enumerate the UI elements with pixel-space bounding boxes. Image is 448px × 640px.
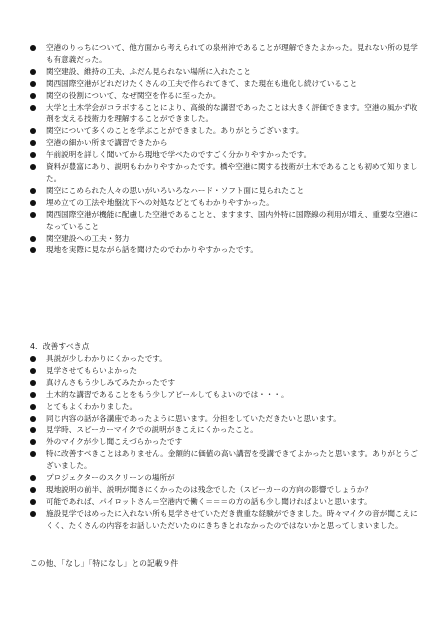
list-item: 関空について多くのことを学ぶことができました。ありがとうございます。 (28, 125, 420, 137)
list-item: 関西国際空港がどれだけたくさんの工夫で作られてきて、また現在も進化し続けていること (28, 78, 420, 90)
list-item: とてもよくわかりました。 (28, 401, 420, 413)
list-item: 現地説明の前半、説明が聞きにくかったのは残念でした（スピーカーの方向の影響でしょうか？ (28, 484, 420, 496)
bullet-icon (30, 499, 36, 505)
list-item: 空港のりっちについて、他方面から考えられての泉州沖であることが理解できたよかった。見れない所の見学も有意義だった。 (28, 42, 420, 66)
list-item: 現地を実際に見ながら話を聞けたのでわかりやすかったです。 (28, 244, 420, 256)
bullet-icon (30, 188, 36, 194)
bullet-icon (30, 45, 36, 51)
bullet-icon (30, 416, 36, 422)
bullet-icon (30, 380, 36, 386)
list-item: 施設見学ではめったに入れない所も見学させていただき貴重な経験ができました。時々マイクの音が聞こえにくく、たくさんの内容をお話しいただいたのにきちきとれなかったのではないかと思ってしまいました。 (28, 508, 420, 532)
list-item: 関空建設、維持の工夫、ふだん見られない場所に入れたこと (28, 66, 420, 78)
bullet-icon (30, 247, 36, 253)
list-item: 資料が豊富にあり、説明もわかりやすかったです。橋や空港に関する技術が土木であることも初めて知りました。 (28, 161, 420, 185)
footer-note: この他、「なし」「特になし」との記載９件 (30, 559, 179, 568)
bullet-icon (30, 105, 36, 111)
list-item: 具説が少しわかりにくかったです。 (28, 353, 420, 365)
bullet-icon (30, 81, 36, 87)
bullet-icon (30, 356, 36, 362)
bullet-icon (30, 511, 36, 517)
list-item: 関空の役割について、なぜ関空を作るに至ったか。 (28, 90, 420, 102)
bullet-icon (30, 128, 36, 134)
strengths-list (28, 42, 420, 256)
bullet-icon (30, 236, 36, 242)
list-item: プロジェクターのスクリーンの場所が (28, 472, 420, 484)
list-item: 見学させてもらいよかった (28, 365, 420, 377)
list-item: 真けんさもう少しみてみたかったです (28, 377, 420, 389)
bullet-icon (30, 487, 36, 493)
list-item: 関空にこめられた人々の思いがいろいろなハード・ソフト面に見られたこと (28, 185, 420, 197)
list-item: 見学時、スピーカーマイクでの説明がきこえにくかったこと。 (28, 424, 420, 436)
list-item: 埋め立ての工法や地盤沈下への対処などとてもわかりやすかった。 (28, 197, 420, 209)
list-item: 関空建設への工夫・努力 (28, 233, 420, 245)
bullet-icon (30, 368, 36, 374)
bullet-icon (30, 404, 36, 410)
list-item: 関西国際空港が機能に配慮した空港であることと、ますます、国内外特に国際線の利用が増え、重要な空港になっていること (28, 209, 420, 233)
bullet-icon (30, 164, 36, 170)
bullet-icon (30, 93, 36, 99)
bullet-icon (30, 427, 36, 433)
section-heading: 4．改善すべき点 (30, 342, 90, 351)
list-item: 午前説明を詳しく聞いてから現地で学べたのですごく分かりやすかったです。 (28, 149, 420, 161)
bullet-icon (30, 152, 36, 158)
bullet-icon (30, 475, 36, 481)
bullet-icon (30, 392, 36, 398)
bullet-icon (30, 200, 36, 206)
list-item: 特に改善すべきことはありません。金額的に価値の高い講習を受講できてよかったと思います。ありがとうございました。 (28, 448, 420, 472)
list-item: 外のマイクが少し聞こえづらかったです (28, 436, 420, 448)
list-item: 大学と土木学会がコラボすることにより、高級的な講習であったことは大きく評価できます。空港の風かず收剤を支える技術力を理解することができました。 (28, 102, 420, 126)
list-item: 土木的な講習であることをもう少しアピールしてもよいのでは・・・。 (28, 389, 420, 401)
bullet-icon (30, 439, 36, 445)
bullet-icon (30, 212, 36, 218)
list-item: 同じ内容の話が各講座であったように思います。分担をしていただきたいと思います。 (28, 413, 420, 425)
list-item: 空港の細かい所まで講習できたから (28, 137, 420, 149)
list-item: 可能であれば、パイロットさん＝空港内で働く＝＝＝の方の話も少し聞ければよいと思います。 (28, 496, 420, 508)
improvements-list (28, 353, 420, 532)
bullet-icon (30, 140, 36, 146)
bullet-icon (30, 69, 36, 75)
bullet-icon (30, 451, 36, 457)
